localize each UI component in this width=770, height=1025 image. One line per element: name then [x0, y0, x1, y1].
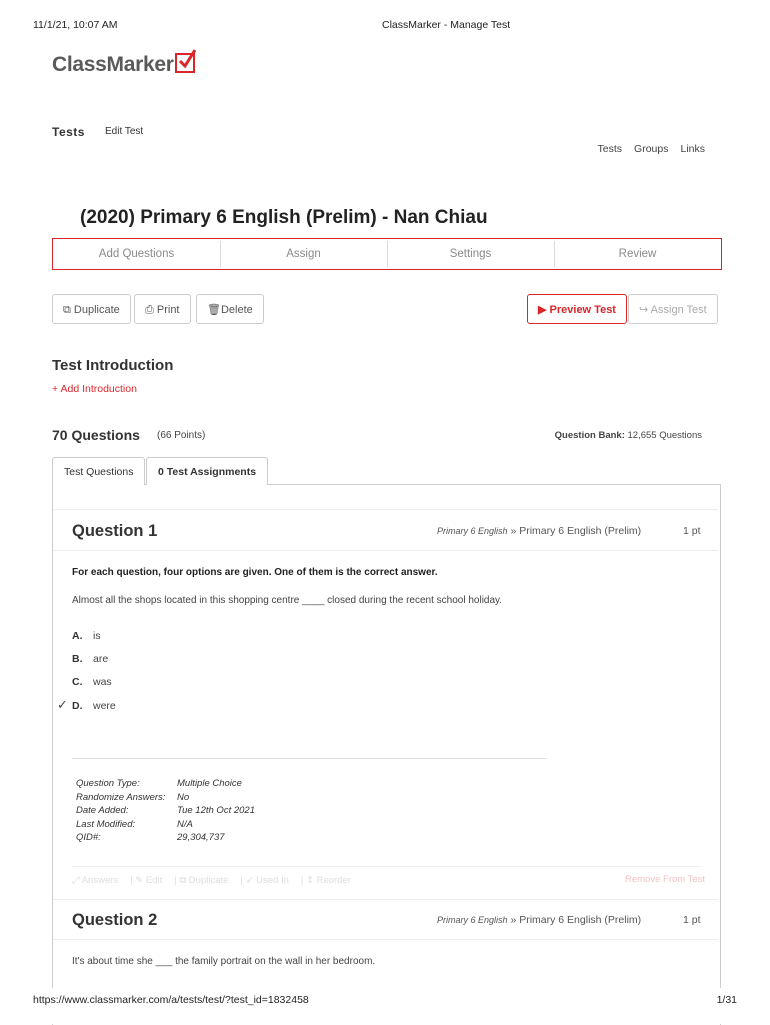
share-arrow-icon: ↪: [639, 304, 649, 316]
classmarker-logo[interactable]: [52, 53, 195, 77]
print-button[interactable]: ⎙ Print: [134, 294, 191, 324]
print-page-title: ClassMarker - Manage Test: [382, 19, 511, 31]
meta-label: Date Added:: [76, 805, 129, 816]
meta-question-type: Multiple Choice: [177, 778, 242, 789]
logo-text: ClassMarker: [52, 53, 174, 76]
preview-test-button[interactable]: ▶ Preview Test: [527, 294, 627, 324]
crumb-category: Primary 6 English: [437, 915, 508, 925]
question-1-meta-values: [177, 777, 255, 845]
question-2-points: 1 pt: [683, 914, 701, 926]
print-datetime: 11/1/21, 10:07 AM: [33, 19, 118, 31]
add-introduction-link[interactable]: + Add Introduction: [52, 383, 137, 395]
question-1-points: 1 pt: [683, 525, 701, 537]
nav-tests-main[interactable]: Tests: [52, 125, 85, 139]
question-1-title: Question 1: [72, 522, 158, 540]
print-url: https://www.classmarker.com/a/tests/test/?test_id=1832458: [33, 994, 309, 1006]
meta-last-modified: N/A: [177, 818, 193, 830]
step-assign[interactable]: Assign: [220, 239, 387, 269]
delete-button[interactable]: 🗑Delete: [196, 294, 264, 324]
meta-label: QID#:: [76, 832, 101, 843]
crumb-category: Primary 6 English: [437, 526, 508, 536]
nav-link-links[interactable]: Links: [680, 143, 705, 155]
option-a: A. is: [72, 630, 101, 642]
nav-edit-test[interactable]: Edit Test: [105, 126, 144, 137]
tab-test-assignments[interactable]: 0 Test Assignments: [146, 457, 268, 485]
print-page-number: 1/31: [716, 994, 737, 1006]
question-2-text: It's about time she ___ the family portrait on the wall in her bedroom.: [72, 956, 376, 967]
question-1-category: Primary 6 English » Primary 6 English (Prelim): [437, 525, 642, 537]
nav-link-tests[interactable]: Tests: [597, 143, 623, 155]
option-b: B. are: [72, 653, 109, 665]
duplicate-button[interactable]: ⧉ Duplicate: [52, 294, 131, 324]
step-tabs: [52, 238, 722, 270]
play-icon: ▶: [538, 304, 547, 316]
question-divider: [53, 899, 718, 900]
correct-answer-check-icon: ✓: [57, 697, 68, 712]
question-1-instruction: For each question, four options are given. One of them is the correct answer.: [72, 567, 438, 578]
question-2-category: Primary 6 English » Primary 6 English (Prelim): [437, 914, 642, 926]
question-bank-value: 12,655 Questions: [627, 430, 702, 441]
intro-heading: Test Introduction: [52, 357, 174, 374]
meta-randomize: No: [177, 791, 190, 803]
tab-test-questions[interactable]: Test Questions: [52, 457, 145, 485]
meta-qid: 29,304,737: [177, 832, 225, 843]
option-c: C. was: [72, 676, 112, 688]
step-add-questions[interactable]: Add Questions: [98, 248, 175, 260]
trash-icon: 🗑: [207, 304, 221, 316]
question-1-actions: ⤢ Answers | ✎ Edit | ⧉ Duplicate | ➶ Used In | ⇕ Reorder: [72, 875, 363, 886]
meta-label: Question Type:: [76, 778, 140, 789]
question-header-divider: [53, 939, 718, 940]
question-divider: [53, 509, 718, 510]
duplicate-icon: ⧉: [63, 304, 71, 316]
question-header-divider: [53, 550, 718, 551]
answers-link[interactable]: ⤢ Answers: [72, 875, 119, 886]
reorder-link[interactable]: ⇕ Reorder: [305, 875, 351, 886]
points-total: (66 Points): [157, 430, 206, 441]
question-bank-label: Question Bank:: [554, 430, 625, 441]
meta-divider: [72, 758, 547, 759]
print-icon: ⎙: [145, 304, 154, 316]
question-1-text: Almost all the shops located in this shopping centre ____ closed during the recent school holiday.: [72, 595, 503, 606]
option-d: D. were: [72, 700, 116, 712]
used-in-link[interactable]: ➶ Used In: [245, 875, 289, 886]
right-nav: [586, 139, 705, 157]
edit-link[interactable]: ✎ Edit: [135, 875, 163, 886]
logo-check-icon: [175, 53, 195, 73]
meta-label: Randomize Answers:: [76, 791, 166, 803]
meta-label: Last Modified:: [76, 818, 136, 830]
assign-test-button[interactable]: ↪ Assign Test: [628, 294, 718, 324]
questions-count: 70 Questions: [52, 427, 140, 443]
question-1-meta-labels: [76, 777, 165, 845]
question-bank[interactable]: [555, 430, 702, 441]
duplicate-link[interactable]: ⧉ Duplicate: [179, 875, 229, 886]
meta-date-added: Tue 12th Oct 2021: [177, 805, 255, 816]
page-title: (2020) Primary 6 English (Prelim) - Nan Chiau: [80, 207, 488, 228]
remove-from-test-link[interactable]: Remove From Test: [625, 874, 706, 885]
crumb-subcategory: Primary 6 English (Prelim): [519, 914, 642, 926]
nav-link-groups[interactable]: Groups: [634, 143, 669, 155]
crumb-subcategory: Primary 6 English (Prelim): [519, 525, 642, 537]
step-settings[interactable]: Settings: [387, 239, 554, 269]
question-2-title: Question 2: [72, 911, 158, 929]
questions-panel: [52, 484, 721, 1025]
step-review[interactable]: Review: [554, 239, 721, 269]
actions-divider: [72, 866, 702, 867]
